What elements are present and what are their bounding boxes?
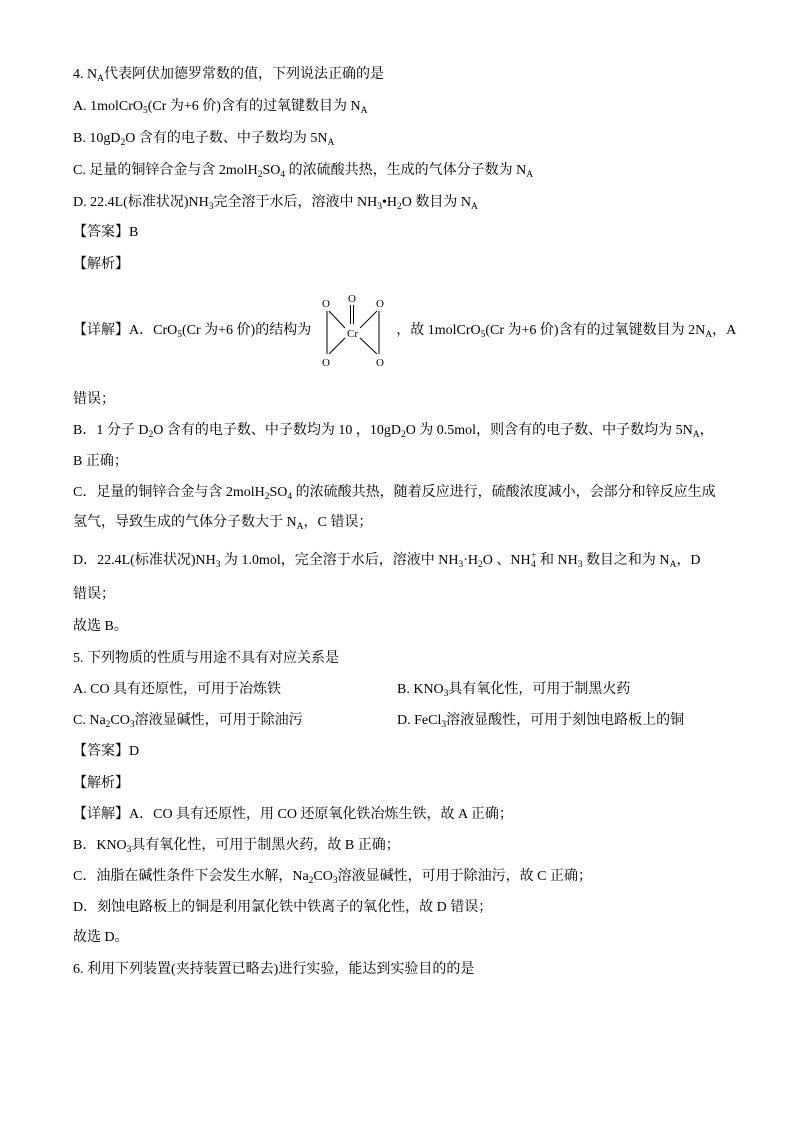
subscript: 2 — [148, 430, 154, 440]
atom-o-bottom-right: O — [376, 357, 385, 369]
question-4-explanation-a — [73, 291, 736, 371]
question-4-explanation-a-end: 错误； — [73, 392, 115, 407]
text: C．足量的铜锌合金与含 2molH — [73, 485, 265, 500]
bond-top-right-o-cr — [360, 311, 377, 328]
text: D. 22.4L(标准状况)NH — [73, 195, 209, 210]
subscript: 2 — [120, 138, 126, 148]
text: (Cr 为+6 价)含有的过氧键数目为 2N — [485, 323, 706, 338]
text: C. Na — [73, 713, 106, 728]
text: 具有氧化性，可用于制黑火药 — [448, 682, 631, 697]
question-5-answer: 【答案】D — [73, 744, 140, 759]
text: CO — [110, 713, 130, 728]
question-5-stem: 5. 下列物质的性质与用途不具有对应关系是 — [73, 651, 339, 666]
subscript: A — [526, 170, 534, 180]
question-4-option-c — [73, 161, 533, 181]
question-5-explanation-d: D．刻蚀电路板上的铜是利用氯化铁中铁离子的氧化性，故 D 错误； — [73, 900, 493, 915]
text: 为 1.0mol，完全溶于水后，溶液中 NH — [220, 553, 459, 568]
subscript: 3 — [443, 689, 449, 699]
subscript: 4 — [531, 560, 536, 570]
question-5-option-c — [73, 711, 303, 731]
text: B．KNO — [73, 838, 127, 853]
subscript: 3 — [332, 876, 338, 886]
subscript: A — [97, 74, 104, 84]
text: 溶液显碱性，可用于除油污，故 C 正确； — [337, 869, 592, 884]
question-5-option-a: A. CO 具有还原性，可用于冶炼铁 — [73, 682, 282, 697]
question-4-analysis-label: 【解析】 — [73, 257, 129, 272]
question-5-explanation-c — [73, 867, 592, 887]
subscript: 3 — [129, 720, 135, 730]
question-4-option-d — [73, 193, 478, 213]
text: SO — [262, 163, 281, 178]
text: SO — [269, 485, 288, 500]
subscript: 2 — [400, 430, 406, 440]
question-5-explanation-a: 【详解】A．CO 具有还原性，用 CO 还原氧化铁冶炼生铁，故 A 正确； — [73, 807, 513, 822]
subscript: 5 — [177, 330, 182, 340]
text: B. 10gD — [73, 131, 121, 146]
text: 的浓硫酸共热，生成的气体分子数为 N — [285, 163, 527, 178]
text: (Cr 为+6 价)含有的过氧键数目为 N — [147, 99, 361, 114]
text: O 数目为 N — [401, 195, 471, 210]
subscript: 2 — [257, 170, 263, 180]
text: 溶液显碱性，可用于除油污 — [134, 713, 303, 728]
text: C. 足量的铜锌合金与含 2molH — [73, 163, 258, 178]
text: O 含有的电子数、中子数均为 5N — [125, 131, 328, 146]
subscript: A — [705, 330, 713, 340]
subscript: A — [470, 202, 478, 212]
text: 【详解】A．CrO — [73, 323, 178, 338]
text: ，C 错误； — [303, 515, 373, 530]
question-4-conclusion: 故选 B。 — [73, 619, 128, 634]
text: 溶液显酸性，可用于刻蚀电路板上的铜 — [446, 713, 685, 728]
question-4-answer: 【答案】B — [73, 225, 139, 240]
text: C．油脂在碱性条件下会发生水解，Na — [73, 869, 309, 884]
question-4-explanation-d-line-1 — [73, 551, 701, 571]
subscript: 3 — [215, 560, 221, 570]
atom-o-top-right: O — [376, 298, 385, 310]
bond-top-left-o-cr — [329, 311, 345, 328]
subscript: 2 — [105, 720, 111, 730]
bond-bottom-left-o-cr — [329, 338, 345, 354]
atom-o-top-left: O — [322, 298, 331, 310]
text: ·H — [463, 553, 478, 568]
subscript: 3 — [377, 202, 382, 212]
subscript: 2 — [264, 492, 270, 502]
text: CO — [313, 869, 333, 884]
cro5-structure-diagram — [315, 291, 391, 371]
bond-bottom-right-o-cr — [360, 338, 377, 354]
text: 的浓硫酸共热，随着反应进行，硫酸浓度减小，会部分和锌反应生成 — [292, 485, 716, 500]
text: 和 NH — [536, 553, 578, 568]
text: 数目之和为 N — [582, 553, 670, 568]
subscript: 4 — [280, 170, 286, 180]
text: 4. N — [73, 67, 98, 82]
subscript: 5 — [143, 106, 148, 116]
subscript: 3 — [577, 560, 583, 570]
question-5-analysis-label: 【解析】 — [73, 776, 129, 791]
text: ，D — [676, 553, 701, 568]
subscript: 3 — [126, 845, 132, 855]
superscript: + — [531, 551, 537, 561]
subscript: 2 — [396, 202, 402, 212]
text: 代表阿伏加德罗常数的值，下列说法正确的是 — [104, 67, 384, 82]
subscript: 2 — [308, 876, 314, 886]
text: B．1 分子 D — [73, 423, 149, 438]
question-5-conclusion: 故选 D。 — [73, 930, 129, 945]
text: D．22.4L(标准状况)NH — [73, 553, 216, 568]
subscript: 2 — [478, 560, 483, 570]
text: •H — [381, 195, 397, 210]
text: 完全溶于水后，溶液中 NH — [213, 195, 378, 210]
explanation-a-intro — [73, 321, 311, 341]
text: ，故 1molCrO — [396, 323, 481, 338]
subscript: 4 — [287, 492, 293, 502]
text: B. KNO — [397, 682, 444, 697]
question-4-option-a — [73, 97, 367, 117]
question-5-option-d — [397, 711, 684, 731]
question-4-explanation-d-line-2: 错误； — [73, 587, 115, 602]
question-5-option-b — [397, 680, 630, 700]
subscript: 3 — [208, 202, 214, 212]
question-4-stem — [73, 65, 384, 85]
text: O 、NH — [482, 553, 531, 568]
question-4-explanation-c-line-1 — [73, 483, 716, 503]
text: 氢气，导致生成的气体分子数大于 N — [73, 515, 297, 530]
question-6-stem: 6. 利用下列装置(夹持装置已略去)进行实验，能达到实验目的的是 — [73, 962, 475, 977]
question-5-explanation-b — [73, 836, 400, 856]
text: O 为 0.5mol，则含有的电子数、中子数均为 5N — [405, 423, 693, 438]
question-4-explanation-b-line-2: B 正确； — [73, 454, 128, 469]
explanation-a-conclusion — [396, 321, 736, 341]
text: (Cr 为+6 价)的结构为 — [181, 323, 312, 338]
question-4-explanation-b-line-1 — [73, 421, 714, 441]
subscript: 3 — [458, 560, 464, 570]
subscript: A — [669, 560, 677, 570]
text: 具有氧化性，可用于制黑火药，故 B 正确； — [131, 838, 400, 853]
subscript: A — [327, 138, 335, 148]
subscript: 5 — [480, 330, 486, 340]
subscript: A — [360, 106, 368, 116]
subscript: A — [296, 522, 304, 532]
text: ， — [699, 423, 714, 438]
atom-o-bottom-left: O — [322, 357, 331, 369]
question-4-option-b — [73, 129, 334, 149]
question-4-explanation-c-line-2 — [73, 513, 372, 533]
subscript: 3 — [441, 720, 447, 730]
text: O 含有的电子数、中子数均为 10 ，10gD — [153, 423, 401, 438]
text: A. 1molCrO — [73, 99, 143, 114]
atom-o-top: O — [348, 293, 357, 305]
atom-cr: Cr — [347, 328, 359, 340]
subscript: A — [692, 430, 700, 440]
text: D. FeCl — [397, 713, 442, 728]
text: ，A — [712, 323, 737, 338]
